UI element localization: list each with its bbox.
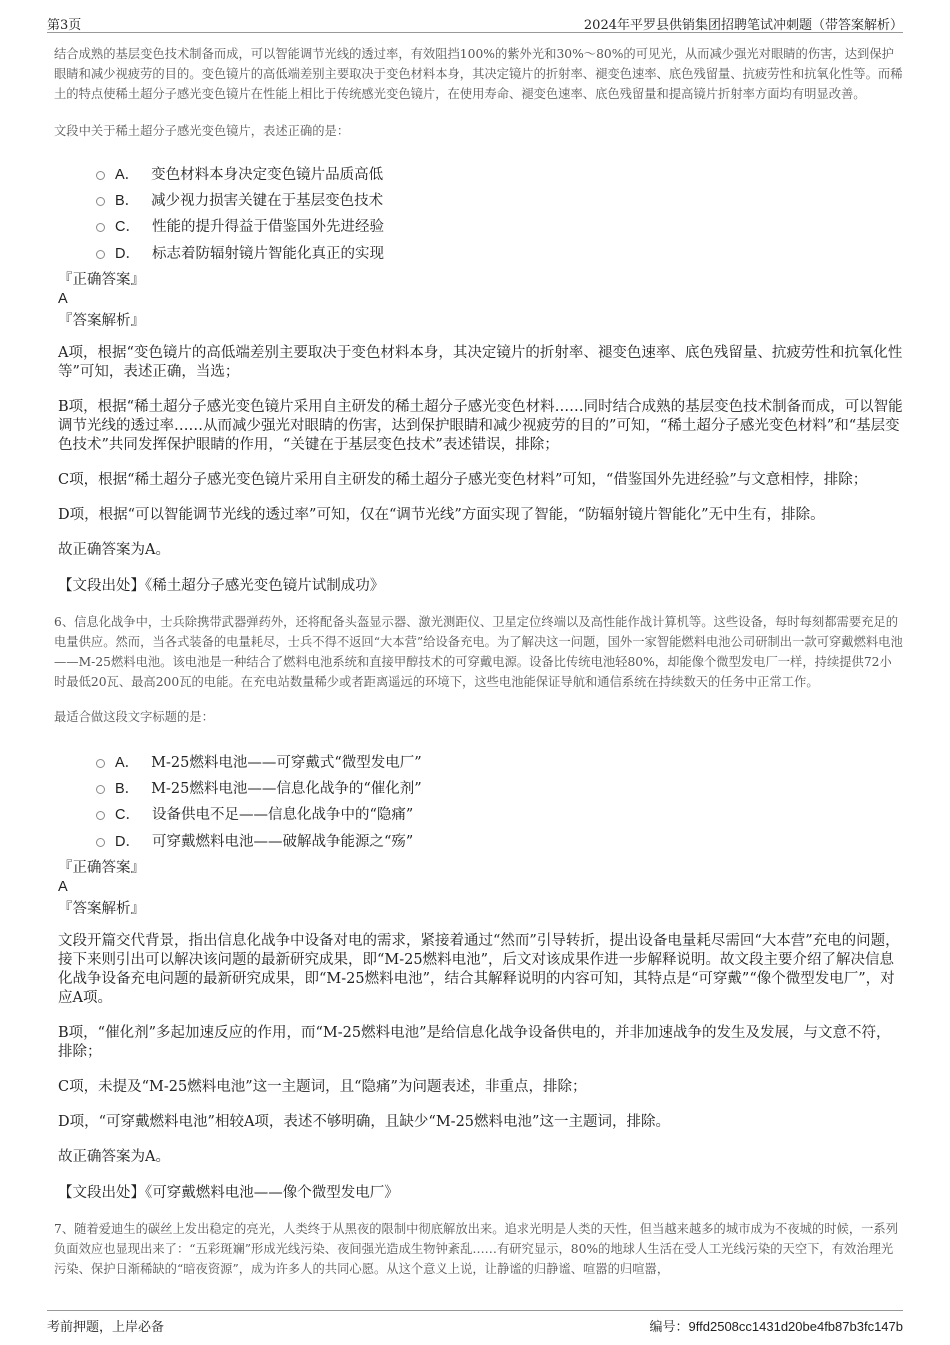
q6-analysis-d: D项，“可穿戴燃料电池”相较A项，表述不够明确，且缺少“M-25燃料电池”这一主题词，排除。 xyxy=(58,1114,670,1131)
option-text: 性能的提升得益于借鉴国外先进经验 xyxy=(151,219,384,236)
document-code xyxy=(650,1316,903,1335)
q5-analysis-c: C项，根据“稀土超分子感光变色镜片采用自主研发的稀土超分子感光变色材料”可知，“借鉴国外先进经验”与文意相悖，排除； xyxy=(58,472,868,489)
radio-icon[interactable] xyxy=(96,171,105,180)
option-letter: D． xyxy=(115,833,140,850)
q5-analysis-a: A项，根据“变色镜片的高低端差别主要取决于变色材料本身，其决定镜片的折射率、褪变色速率、底色残留量、抗疲劳性和抗氧化性等”可知，表述正确，当选； xyxy=(58,345,903,381)
option-letter: B． xyxy=(115,192,140,209)
page-header xyxy=(47,10,903,33)
q5-passage: 结合成熟的基层变色技术制备而成，可以智能调节光线的透过率，有效阻挡100%的紫外光和30%～80%的可见光，从而减少强光对眼睛的伤害，达到保护眼睛和减少视疲劳的目的。变色镜片的高低端差别主要取决于变色材料本身，其决定镜片的折射率、褪变色速率、底色残留量、抗疲劳性和抗氧化性等。而稀土的特点使稀土超分子感光变色镜片在性能上相比于传统感光变色镜片，在使用寿命、褪变色速率、底色残留量和提高镜片折射率方面均有明显改善。 xyxy=(54,47,903,101)
q5-option-a[interactable] xyxy=(96,160,903,186)
q6-analysis-main: 文段开篇交代背景，指出信息化战争中设备对电的需求，紧接着通过“然而”引导转折，提出设备电量耗尽需回“大本营”充电的问题，接下来则引出可以解决该问题的最新研究成果，即“M-25燃料电池”，后文对该成果作进一步解释说明。故文段主要介绍了解决信息化战争设备充电问题的最新研究成果，即“M-25燃料电池”，结合其解释说明的内容可知，其特点是“可穿戴”“像个微型发电厂”，对应A项。 xyxy=(58,933,900,1007)
q6-source: 【文段出处】《可穿戴燃料电池——像个微型发电厂》 xyxy=(58,1185,399,1202)
option-letter: B． xyxy=(115,781,140,798)
option-text: 可穿戴燃料电池——破解战争能源之“殇” xyxy=(151,833,414,850)
document-title: 2024年平罗县供销集团招聘笔试冲刺题（带答案解析） xyxy=(583,18,903,33)
q5-options xyxy=(96,160,903,265)
q6-option-b[interactable] xyxy=(96,774,903,800)
q7-passage: 7、随着爱迪生的碳丝上发出稳定的亮光，人类终于从黑夜的限制中彻底解放出来。追求光明是人类的天性，但当越来越多的城市成为不夜城的时候，一系列负面效应也显现出来了：“五彩斑斓”形成光线污染、夜间强光造成生物钟紊乱……有研究显示，80%的地球人生活在受人工光线污染的天空下，有效治理光污染、保护日渐稀缺的“暗夜资源”，成为许多人的共同心愿。从这个意义上说，让静谧的归静谧、喧嚣的归喧嚣， xyxy=(54,1222,899,1277)
option-letter: C． xyxy=(115,219,140,236)
q5-conclusion: 故正确答案为A。 xyxy=(58,542,170,559)
page-content xyxy=(54,44,903,1279)
q5-option-d[interactable] xyxy=(96,239,903,265)
q5-option-b[interactable] xyxy=(96,186,903,212)
radio-icon[interactable] xyxy=(96,785,105,794)
q5-analysis-label: 『答案解析』 xyxy=(58,313,145,330)
q5-prompt: 文段中关于稀土超分子感光变色镜片，表述正确的是： xyxy=(54,124,350,138)
option-text: 减少视力损害关键在于基层变色技术 xyxy=(151,192,384,209)
option-text: 设备供电不足——信息化战争中的“隐痛” xyxy=(151,807,414,824)
q6-answer: A xyxy=(58,879,68,896)
q6-prompt: 最适合做这段文字标题的是： xyxy=(54,710,214,725)
code-label: 编号： xyxy=(649,1320,689,1335)
option-letter: D． xyxy=(115,245,140,262)
radio-icon[interactable] xyxy=(96,197,105,206)
page-footer xyxy=(47,1310,903,1337)
footer-slogan: 考前押题，上岸必备 xyxy=(47,1320,165,1335)
page-number: 第3页 xyxy=(47,18,82,33)
option-text: 标志着防辐射镜片智能化真正的实现 xyxy=(151,245,384,262)
option-letter: C． xyxy=(115,807,140,824)
option-letter: A． xyxy=(115,754,140,771)
option-text: M-25燃料电池——可穿戴式“微型发电厂” xyxy=(151,754,422,771)
radio-icon[interactable] xyxy=(96,759,105,768)
option-text: 变色材料本身决定变色镜片品质高低 xyxy=(151,166,384,183)
q5-analysis-d: D项，根据“可以智能调节光线的透过率”可知，仅在“调节光线”方面实现了智能，“防辐射镜片智能化”无中生有，排除。 xyxy=(58,507,825,524)
q5-answer: A xyxy=(58,291,68,308)
code-value: 9ffd2508cc1431d20be4fb87b3fc147b xyxy=(688,1319,903,1334)
q6-analysis-c: C项，未提及“M-25燃料电池”这一主题词，且“隐痛”为问题表述，非重点，排除； xyxy=(58,1079,587,1096)
option-text: M-25燃料电池——信息化战争的“催化剂” xyxy=(151,781,422,798)
q6-analysis-label: 『答案解析』 xyxy=(58,901,145,918)
radio-icon[interactable] xyxy=(96,811,105,820)
q5-answer-label: 『正确答案』 xyxy=(58,272,145,289)
q6-option-c[interactable] xyxy=(96,801,903,827)
q6-passage: 6、信息化战争中，士兵除携带武器弹药外，还将配备头盔显示器、激光测距仪、卫星定位终端以及高性能作战计算机等。这些设备，每时每刻都需要充足的电量供应。然而，当各式装备的电量耗尽，士兵不得不返回“大本营”给设备充电。为了解决这一问题，国外一家智能燃料电池公司研制出一款可穿戴燃料电池——M-25燃料电池。该电池是一种结合了燃料电池系统和直接甲醇技术的可穿戴电源。设备比传统电池轻80%，却能像个微型发电厂一样，持续提供72小时最低20瓦、最高200瓦的电能。在充电站数量稀少或者距离遥远的环境下，这些电池能保证导航和通信系统在持续数天的任务中正常工作。 xyxy=(54,615,903,690)
q6-analysis-b: B项，“催化剂”多起加速反应的作用，而“M-25燃料电池”是给信息化战争设备供电的，并非加速战争的发生及发展，与文意不符，排除； xyxy=(58,1025,891,1061)
q6-option-a[interactable] xyxy=(96,748,903,774)
q6-answer-label: 『正确答案』 xyxy=(58,860,145,877)
q5-source: 【文段出处】《稀土超分子感光变色镜片试制成功》 xyxy=(58,578,385,595)
radio-icon[interactable] xyxy=(96,838,105,847)
q6-options xyxy=(96,748,903,853)
q6-option-d[interactable] xyxy=(96,827,903,853)
q6-conclusion: 故正确答案为A。 xyxy=(58,1149,170,1166)
radio-icon[interactable] xyxy=(96,250,105,259)
q5-analysis-b: B项，根据“稀土超分子感光变色镜片采用自主研发的稀土超分子感光变色材料……同时结合成熟的基层变色技术制备而成，可以智能调节光线的透过率……从而减少强光对眼睛的伤害，达到保护眼睛和减少视疲劳的目的”可知，“稀土超分子感光变色材料”和“基层变色技术”共同发挥保护眼睛的作用，“关键在于基层变色技术”表述错误，排除； xyxy=(58,399,903,454)
q5-option-c[interactable] xyxy=(96,213,903,239)
option-letter: A． xyxy=(115,166,140,183)
radio-icon[interactable] xyxy=(96,223,105,232)
